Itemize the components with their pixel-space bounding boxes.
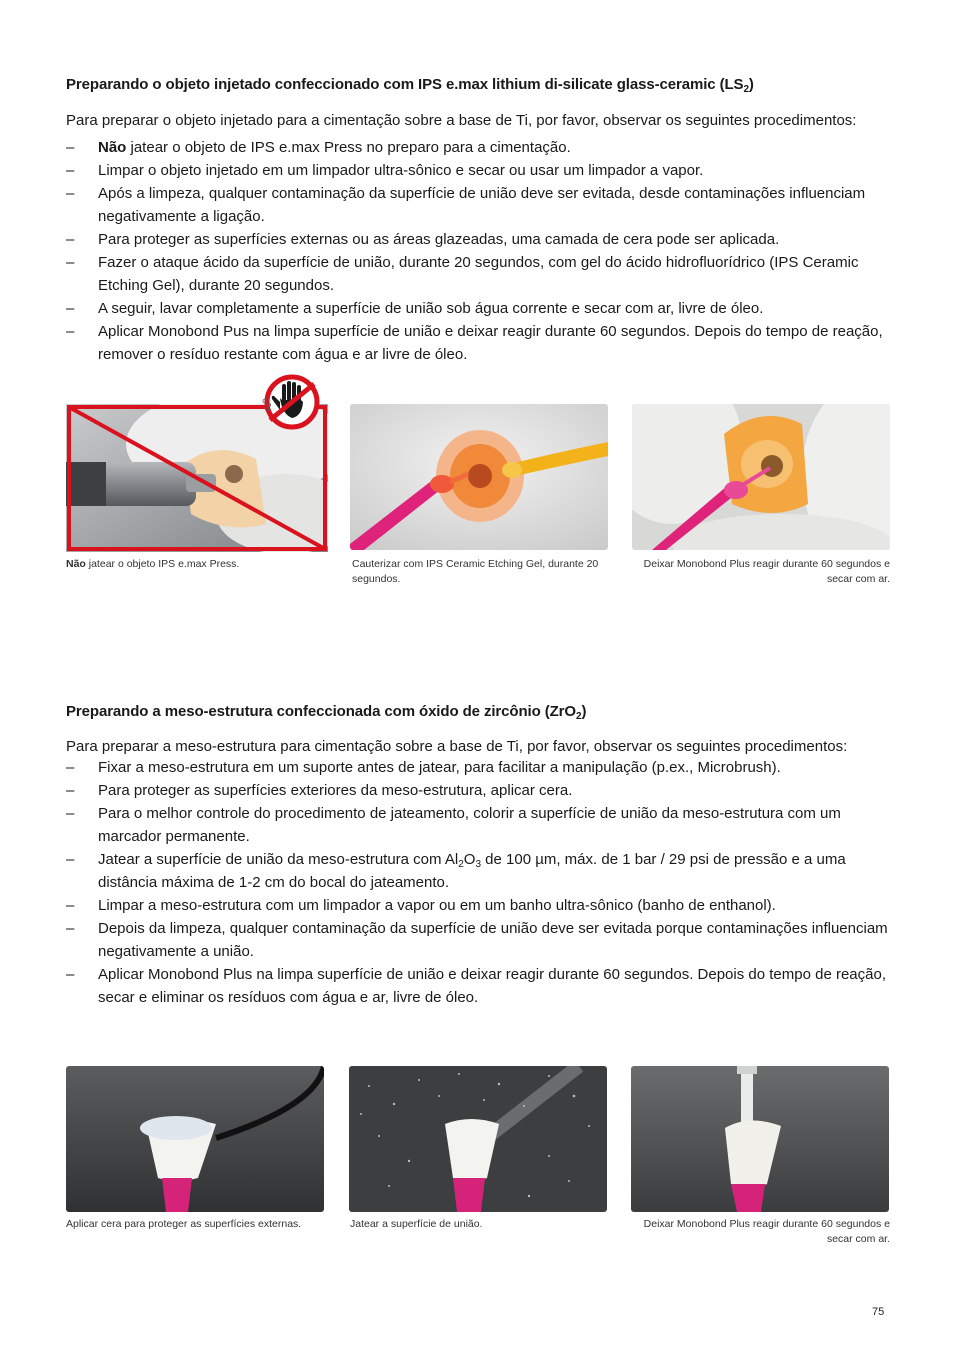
caption-monobond: Deixar Monobond Plus reagir durante 60 segundos e secar com ar. (643, 558, 890, 585)
list-item: – Fixar a meso-estrutura em um suporte antes de jatear, para facilitar a manipulação (p.ex., Microbrush). (66, 756, 896, 779)
list-item: – Fazer o ataque ácido da superfície de união, durante 20 segundos, com gel do ácido hidrofluorídrico (IPS Ceramic Etching Gel), durante 20 segundos. (66, 251, 896, 297)
list-item: – Para o melhor controle do procedimento de jateamento, colorir a superfície de união da meso-estrutura com um marcador permanente. (66, 802, 896, 848)
section2-steps (66, 756, 896, 1009)
section1-steps (66, 136, 896, 366)
section1-intro: Para preparar o objeto injetado para a cimentação sobre a base de Ti, por favor, observar os seguintes procedimentos: (66, 112, 857, 129)
list-item: – Jatear a superfície de união da meso-estrutura com $Al_2O_3$ de 100 µm, máx. de 1 bar / 29 psi de pressão e a uma distância máxima de 1-2 cm do bocal do jateamento. (66, 848, 896, 894)
list-item: – Depois da limpeza, qualquer contaminação da superfície de união deve ser evitada porque contaminações influenciam negativamente a união. (66, 917, 896, 963)
list-item: – Não jatear o objeto de IPS e.max Press no preparo para a cimentação. (66, 136, 896, 159)
list-item: – Limpar o objeto injetado em um limpador ultra-sônico e secar ou usar um limpador a vapor. (66, 159, 896, 182)
caption-blasting: Jatear a superfície de união. (350, 1218, 483, 1230)
caption-apply-wax: Aplicar cera para proteger as superfícies externas. (66, 1218, 302, 1230)
list-item: – A seguir, lavar completamente a superfície de união sob água corrente e secar com ar, livre de óleo. (66, 297, 896, 320)
photo-no-sandblast (66, 404, 328, 552)
caption-no-sandblast: Não jatear o objeto IPS e.max Press. (66, 558, 240, 570)
list-item: – Após a limpeza, qualquer contaminação da superfície de união deve ser evitada, desde contaminações influenciam negativamente a ligação. (66, 182, 896, 228)
section2-heading: Preparando a meso-estrutura confeccionada com óxido de zircônio (ZrO$_2$) (66, 703, 587, 722)
hand-stop-icon (256, 374, 330, 430)
photo-blasting (349, 1066, 607, 1212)
list-item: – Para proteger as superfícies externas ou as áreas glazeadas, uma camada de cera pode ser aplicada. (66, 228, 896, 251)
caption-monobond-zro2: Deixar Monobond Plus reagir durante 60 segundos e secar com ar. (643, 1218, 890, 1245)
list-item: – Aplicar Monobond Pus na limpa superfície de união e deixar reagir durante 60 segundos. Depois do tempo de reação, remover o resíduo restante com água e ar livre de óleo. (66, 320, 896, 366)
photo-etching-gel (350, 404, 608, 550)
photo-monobond-zro2 (631, 1066, 889, 1212)
photo-apply-wax (66, 1066, 324, 1212)
section1-heading: Preparando o objeto injetado confeccionado com IPS e.max lithium di-silicate glass-ceramic $(LS_2)$ (66, 76, 754, 95)
list-item: – Para proteger as superfícies exteriores da meso-estrutura, aplicar cera. (66, 779, 896, 802)
caption-etching-gel: Cauterizar com IPS Ceramic Etching Gel, durante 20 segundos. (352, 558, 599, 585)
page-number: 75 (872, 1306, 885, 1318)
photo-monobond (632, 404, 890, 550)
list-item: – Aplicar Monobond Plus na limpa superfície de união e deixar reagir durante 60 segundos. Depois do tempo de reação, secar e eliminar os resíduos com água e ar, livre de óleo. (66, 963, 896, 1009)
section2-intro: Para preparar a meso-estrutura para cimentação sobre a base de Ti, por favor, observar os seguintes procedimentos: (66, 738, 848, 755)
list-item: – Limpar a meso-estrutura com um limpador a vapor ou em um banho ultra-sônico (banho de enthanol). (66, 894, 896, 917)
